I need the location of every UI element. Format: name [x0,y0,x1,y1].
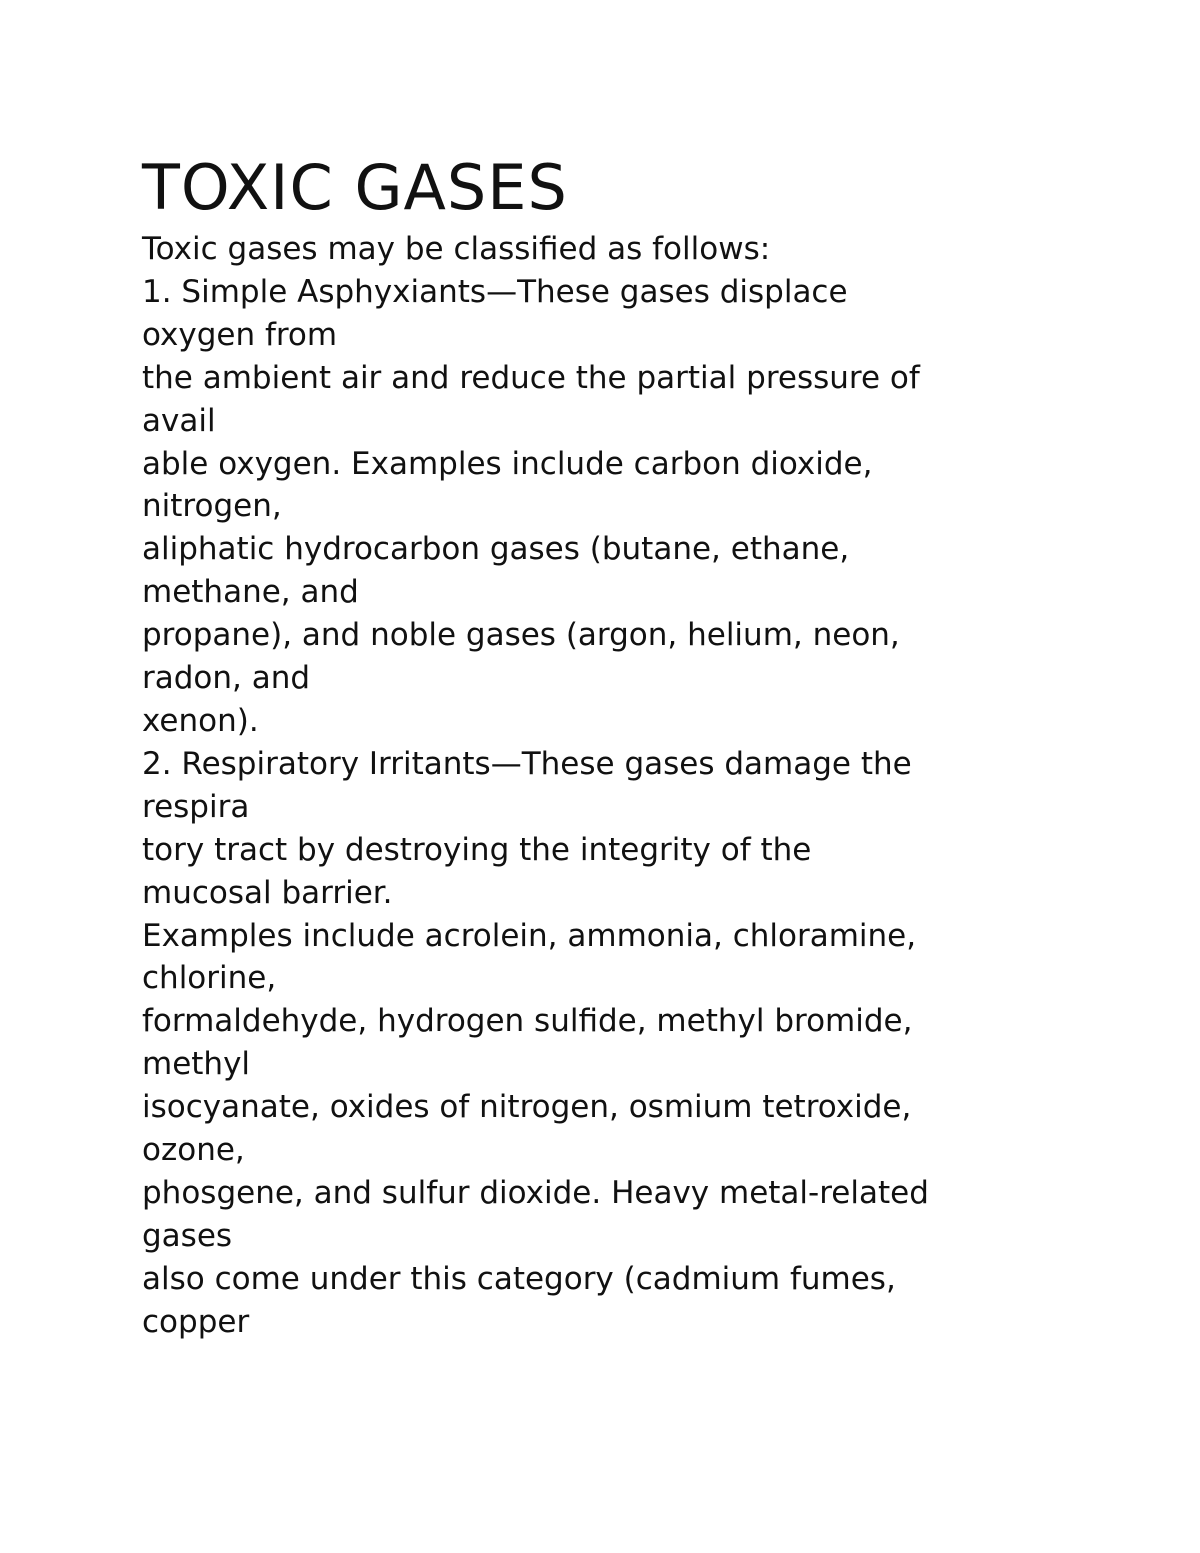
page-title: TOXIC GASES [142,151,568,224]
text-line: chlorine, [142,960,277,997]
text-line: Toxic gases may be classified as follows: [142,231,771,267]
text-line: formaldehyde, hydrogen sulfide, methyl bromide, [142,1003,913,1040]
text-line: isocyanate, oxides of nitrogen, osmium tetroxide, [142,1089,912,1126]
text-line: 1. Simple Asphyxiants—These gases displace [142,273,848,310]
text-line: aliphatic hydrocarbon gases (butane, ethane, [142,531,850,568]
text-line: Examples include acrolein, ammonia, chloramine, [142,917,917,954]
text-line: methyl [142,1046,251,1083]
text-line: xenon). [142,702,259,739]
text-line: ozone, [142,1132,245,1169]
text-line: radon, and [142,660,311,697]
text-line: oxygen from [142,316,338,353]
text-line: phosgene, and sulfur dioxide. Heavy metal-related [142,1174,929,1211]
text-line: methane, and [142,574,359,611]
text-line: propane), and noble gases (argon, helium, neon, [142,617,900,654]
text-line: gases [142,1217,233,1254]
text-line: 2. Respiratory Irritants—These gases damage the [142,745,912,782]
text-line: also come under this category (cadmium fumes, [142,1260,896,1297]
text-line: nitrogen, [142,488,282,525]
text-line: tory tract by destroying the integrity of the [142,831,812,868]
document-body [142,152,1122,1344]
text-line: able oxygen. Examples include carbon dioxide, [142,445,873,482]
text-line: the ambient air and reduce the partial pressure of [142,359,920,396]
text-line: copper [142,1303,250,1340]
text-line: mucosal barrier. [142,874,393,911]
text-line: avail [142,402,216,439]
text-line: respira [142,788,250,825]
